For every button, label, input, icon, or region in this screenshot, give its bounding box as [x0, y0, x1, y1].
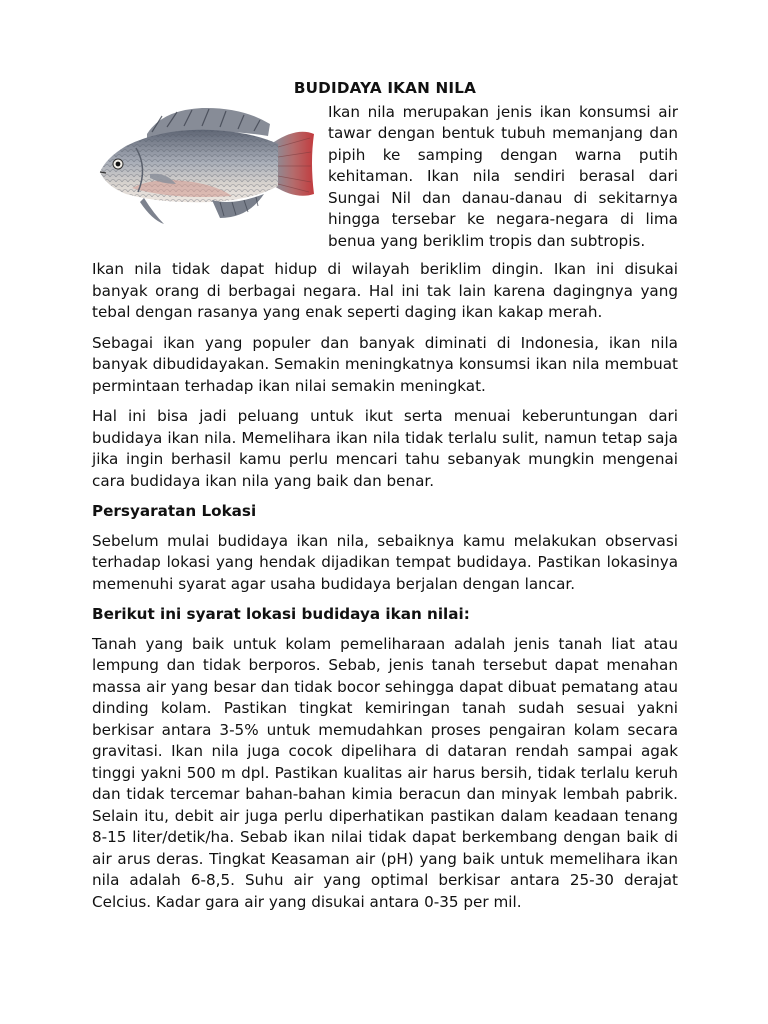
paragraph-intro: Ikan nila merupakan jenis ikan konsumsi air tawar dengan bentuk tubuh memanjang dan pipih ke samping dengan warna putih kehitaman. Ikan nila sendiri berasal dari Sungai Nil dan danau-danau di sekitarnya hingga tersebar ke negara-negara di lima benua yang beriklim tropis dan subtropis.: [328, 102, 678, 250]
document-title: BUDIDAYA IKAN NILA: [293, 79, 477, 97]
tilapia-fish-image: [92, 102, 320, 232]
heading-location-criteria: Berikut ini syarat lokasi budidaya ikan nilai:: [92, 605, 470, 623]
paragraph-opportunity: Hal ini bisa jadi peluang untuk ikut serta menuai keberuntungan dari budidaya ikan nila. Memelihara ikan nila tidak terlalu sulit, namun tetap saja jika ingin berhasil kamu perlu mencari tahu sebanyak mungkin mengenai cara budidaya ikan nila yang baik dan benar.: [92, 407, 678, 490]
paragraph-climate: Ikan nila tidak dapat hidup di wilayah beriklim dingin. Ikan ini disukai banyak orang di berbagai negara. Hal ini tak lain karena dagingnya yang tebal dengan rasanya yang enak seperti daging ikan kakap merah.: [92, 260, 678, 321]
fish-illustration-icon: [92, 102, 320, 232]
paragraph-popularity: Sebagai ikan yang populer dan banyak diminati di Indonesia, ikan nila banyak dibudidayakan. Semakin meningkatnya konsumsi ikan nila membuat permintaan terhadap ikan nilai semakin meningkat.: [92, 333, 678, 395]
heading-location-requirements: Persyaratan Lokasi: [92, 502, 257, 520]
paragraph-location: Sebelum mulai budidaya ikan nila, sebaiknya kamu melakukan observasi terhadap lokasi yang hendak dijadikan tempat budidaya. Pastikan lokasinya memenuhi syarat agar usaha budidaya berjalan dengan lancar.: [92, 531, 678, 593]
paragraph-criteria: Tanah yang baik untuk kolam pemeliharaan adalah jenis tanah liat atau lempung dan tidak berporos. Sebab, jenis tanah tersebut dapat menahan massa air yang besar dan tidak bocor sehingga dapat dibuat pematang atau dinding kolam. Pastikan tingkat kemiringan tanah sudah sesuai yakni berkisar antara 3-5% untuk memudahkan proses pengairan kolam secara gravitasi. Ikan nila juga cocok dipelihara di dataran rendah sampai agak tinggi yakni 500 m dpl. Pastikan kualitas air harus bersih, tidak terlalu keruh dan tidak tercemar bahan-bahan kimia beracun dan minyak lembah pabrik. Selain itu, debit air juga perlu diperhatikan pastikan dalam keadaan tenang 8-15 liter/detik/ha. Sebab ikan nilai tidak dapat berkembang dengan baik di air arus deras. Tingkat Keasaman air (pH) yang baik untuk memelihara ikan nila adalah 6-8,5. Suhu air yang optimal berkisar antara 25-30 derajat Celcius. Kadar gara air yang disukai antara 0-35 per mil.: [92, 634, 678, 911]
